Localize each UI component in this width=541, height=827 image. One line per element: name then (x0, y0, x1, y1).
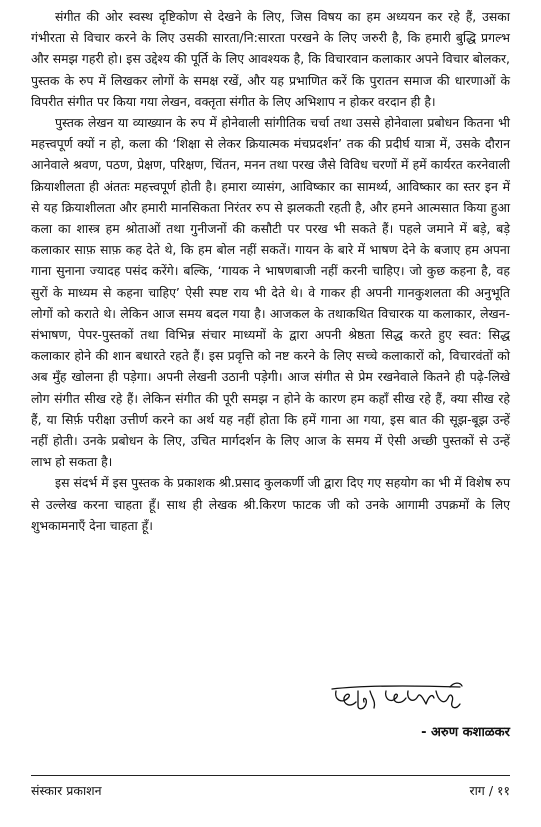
signature-block (310, 680, 510, 740)
paragraph-1: संगीत की ओर स्वस्थ दृष्टिकोण से देखने के लिए, जिस विषय का हम अध्ययन कर रहे हैं, उसका गंभीरता से विचार करने के लिए उसकी सारता/नि:सारता परखने के लिए जरुरी है, कि हमारी बुद्धि प्रगल्भ और समझ गहरी हो। इस उद्देश्य की पूर्ति के लिए आवश्यक है, कि विचारवान कलाकार अपने विचार बोलकर, पुस्तक के रुप में लिखकर लोगों के समक्ष रखें, और यह प्रभाणित करें कि पुरातन समाज की धारणाओं के विपरीत संगीत पर किया गया लेखन, वक्तृता संगीत के लिए अभिशाप न होकर वरदान ही है। (31, 9, 510, 109)
body-text (31, 6, 510, 536)
handwritten-signature (328, 680, 468, 718)
publisher-name: संस्कार प्रकाशन (31, 783, 102, 798)
paragraph-3: इस संदर्भ में इस पुस्तक के प्रकाशक श्री.प्रसाद कुलकर्णी जी द्वारा दिए गए सहयोग का भी में विशेष रुप से उल्लेख करना चाहता हूँ। साथ ही लेखक श्री.किरण फाटक जी को उनके आगामी उपक्रमों के लिए शुभकामनाएँ देना चाहता हूँ। (31, 475, 510, 533)
footer-divider (31, 775, 510, 776)
paragraph-2: पुस्तक लेखन या व्याख्यान के रुप में होनेवाली सांगीतिक चर्चा तथा उससे होनेवाला प्रबोधन कितना भी महत्त्वपूर्ण क्यों न हो, कला की ‘शिक्षा से लेकर क्रियात्मक मंचप्रदर्शन’ तक की प्रदीर्घ यात्रा में, उसके दौरान आनेवाले श्रवण, पठण, प्रेक्षण, परिक्षण, चिंतन, मनन तथा परख जैसे विविध चरणों में हमें कार्यरत करनेवाली क्रियाशीलता ही अंततः महत्त्वपूर्ण होती है। हमारा व्यासंग, आविष्कार का सामर्थ्य, आविष्कार का स्तर इन में से यह क्रियाशीलता और हमारी मानसिकता निरंतर रुप से झलकती रहती है, और हमने आत्मसात किया हुआ कला का शास्त्र हम श्रोताओं तथा गुनीजनों की कसौटी पर परख भी सकते हैं। पहले जमाने में बड़े, बड़े कलाकार साफ़ साफ़ कह देते थे, कि हम बोल नहीं सकतें। गायन के बारे में भाषण देने के बजाए हम अपना गाना सुनाना ज्यादह पसंद करेंगे। बल्कि, ‘गायक ने भाषणबाजी नहीं करनी चाहिए। जो कुछ कहना है, वह सुरों के माध्यम से कहना चाहिए’ ऐसी स्पष्ट राय भी देते थे। वे गाकर ही अपनी गानकुशलता की अनुभूति लोगों को कराते थे। लेकिन आज समय बदल गया है। आजकल के तथाकथित विचारक या कलाकार, लेखन-संभाषण, पेपर-पुस्तकों तथा विभिन्न संचार माध्यमों के द्वारा अपनी श्रेष्ठता सिद्ध करते हुए स्वत: सिद्ध कलाकार होने की शान बधारते रहते हैं। इस प्रवृत्ति को नष्ट करने के लिए सच्चे कलाकारों को, विचारवंतों को अब मुँह खोलना ही पड़ेगा। अपनी लेखनी उठानी पड़ेगी। आज संगीत से प्रेम रखनेवाले कितने ही पढ़े-लिखे लोग संगीत सीख रहे हैं। लेकिन संगीत की पूरी समझ न होने के कारण हम कहाँ सीख रहे हैं, क्या सीख रहे हैं, या सिर्फ़ परीक्षा उत्तीर्ण करने का अर्थ यह नहीं होता कि हमें गाना आ गया, इस बात की सूझ-बूझ उन्हें नहीं होती। उनके प्रबोधन के लिए, उचित मार्गदर्शन के लिए आज के समय में ऐसी अच्छी पुस्तकों से उन्हें लाभ हो सकता है। (31, 115, 510, 470)
page-number: राग / ११ (469, 783, 510, 798)
author-name: - अरुण कशाळकर (421, 725, 510, 740)
